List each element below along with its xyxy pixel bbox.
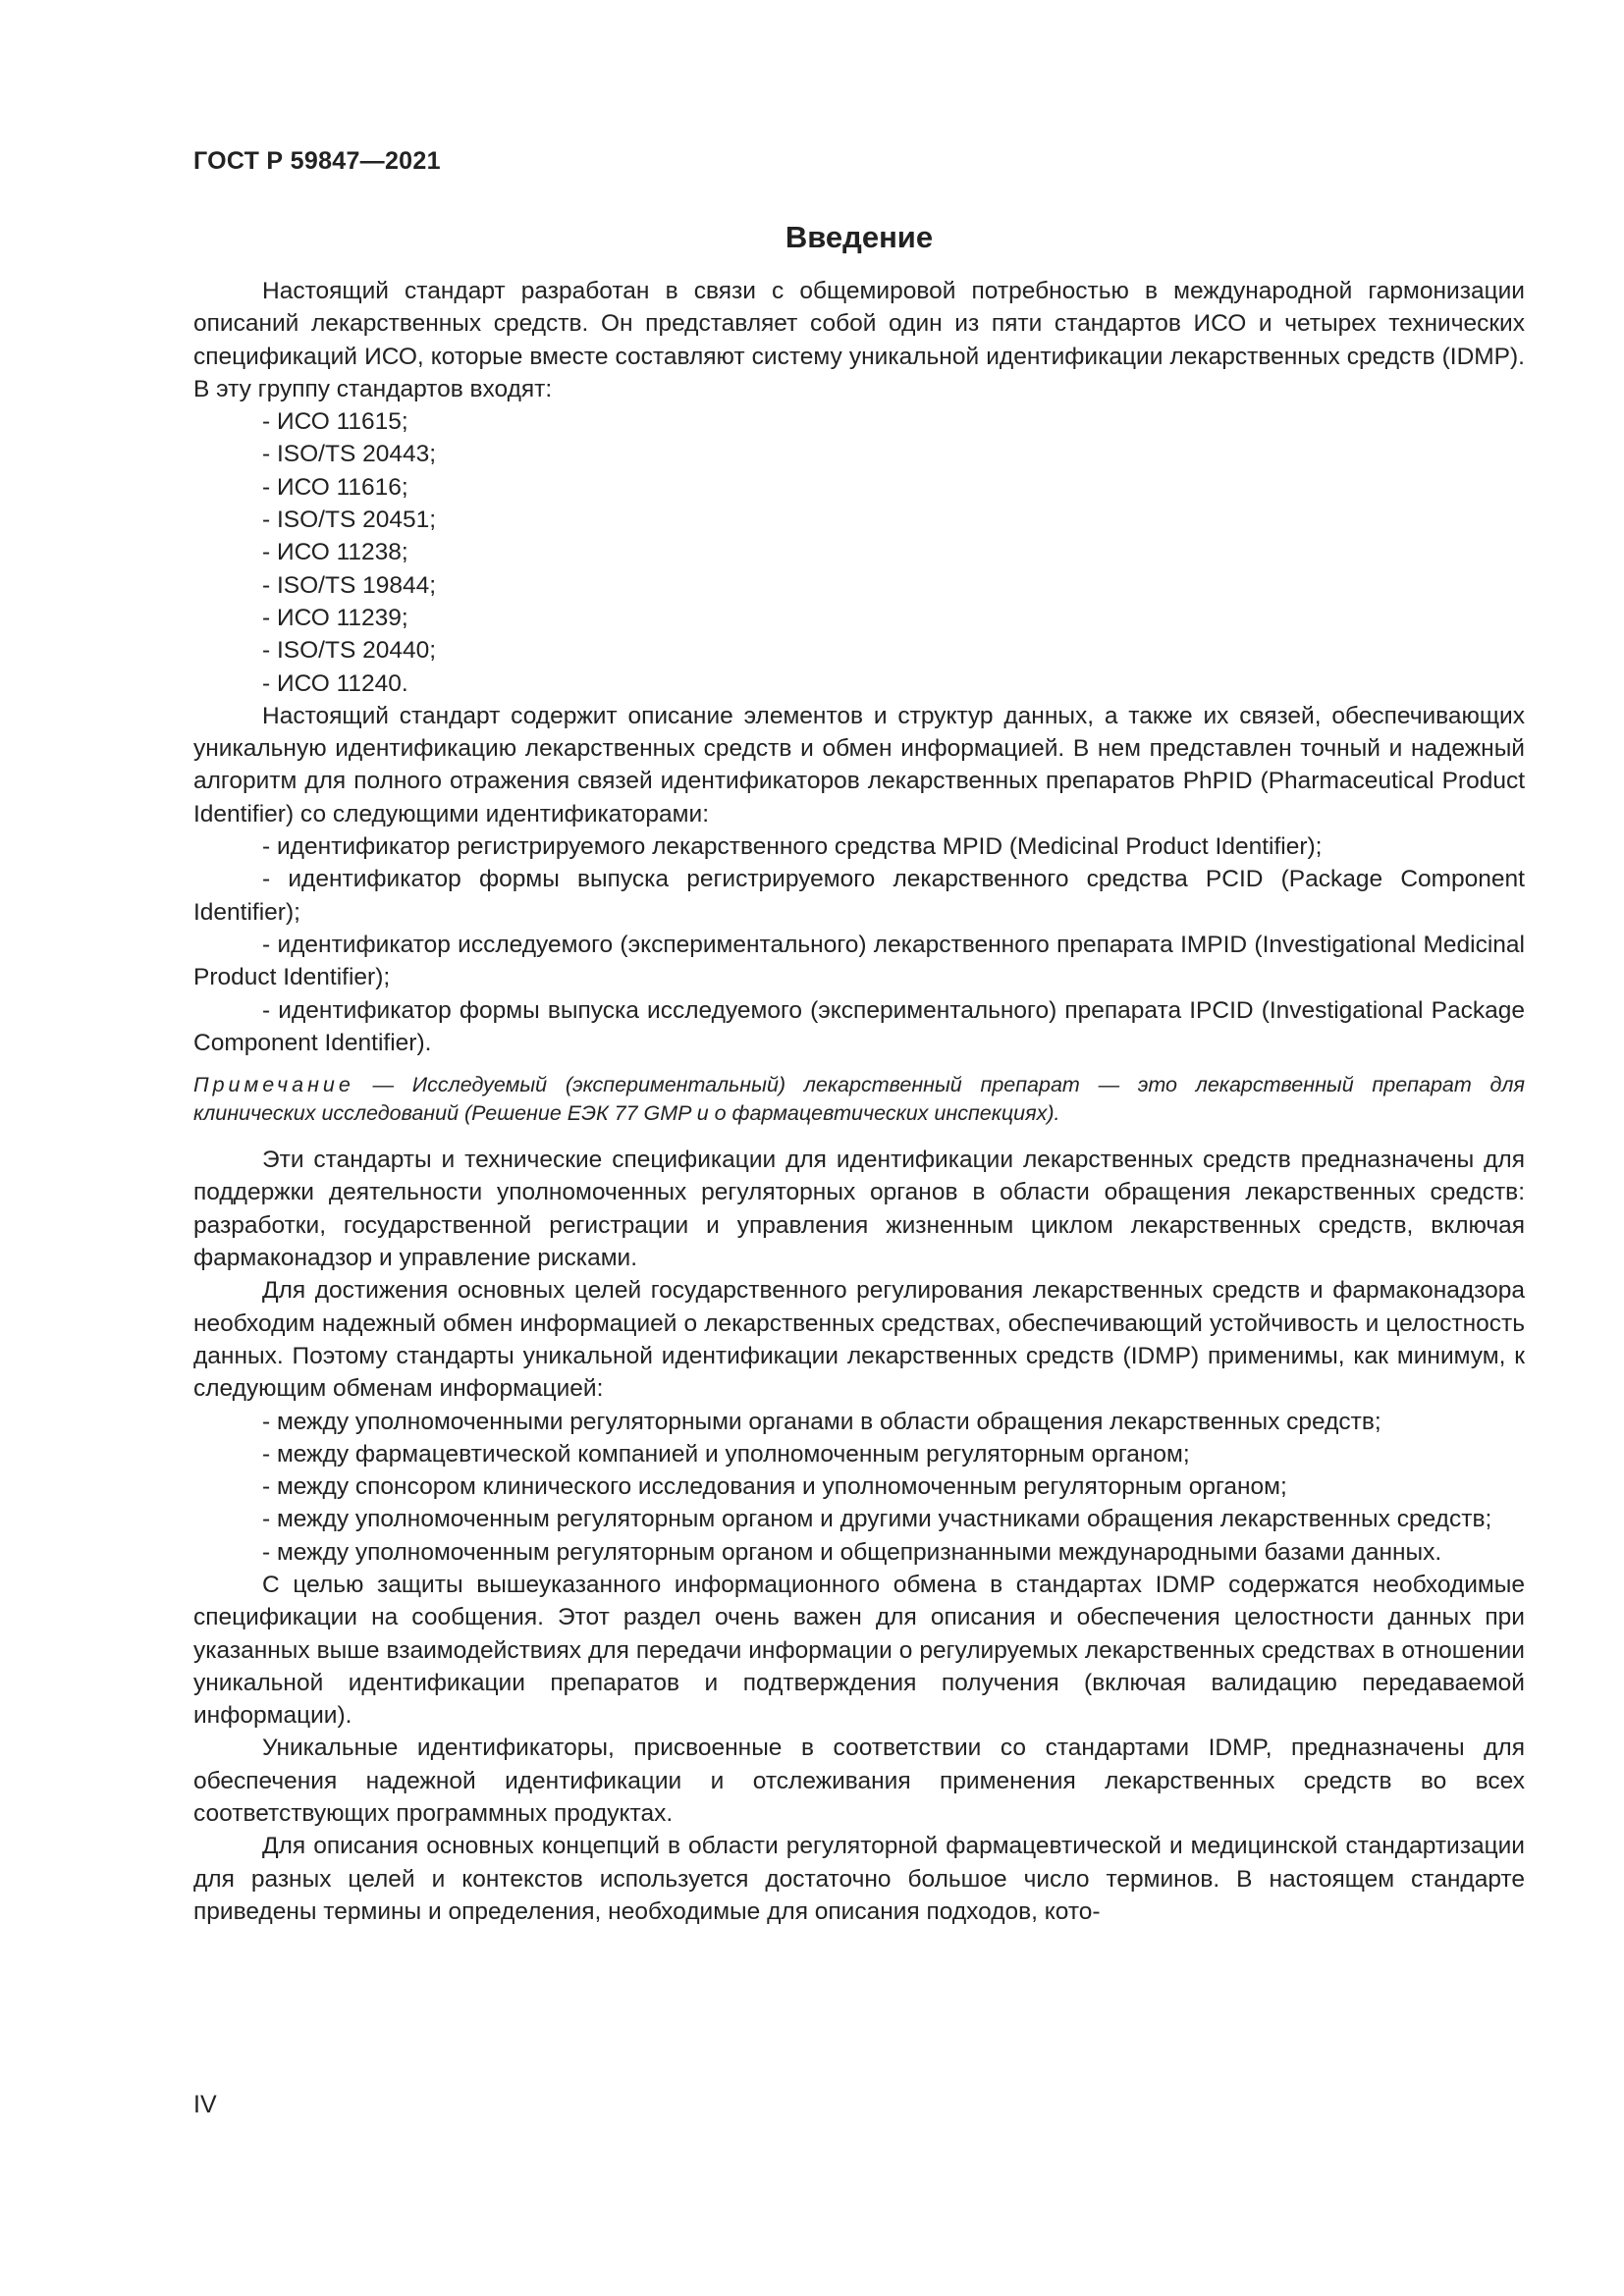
list-item: - ISO/TS 20451; [262, 507, 437, 534]
list-item: - идентификатор регистрируемого лекарственного средства MPID (Medicinal Product Identifier); [262, 833, 1323, 861]
paragraph-intro: Настоящий стандарт разработан в связи с общемировой потребностью в международной гармонизации описаний лекарственных средств. Он представляет собой один из пяти стандартов ИСО и четырех технических спецификаций ИСО, которые вместе составляют систему уникальной идентификации лекарственных средств (IDMP). В эту группу стандартов входят: [193, 278, 1525, 402]
list-item: - ИСО 11238; [262, 539, 408, 566]
list-item: - ИСО 11615; [262, 408, 408, 436]
identifiers-list [193, 830, 1525, 1059]
list-item: - между уполномоченными регуляторными органами в области обращения лекарственных средств; [262, 1408, 1381, 1435]
list-item: - ИСО 11239; [262, 604, 408, 631]
list-item: - между фармацевтической компанией и уполномоченным регуляторным органом; [262, 1440, 1190, 1468]
paragraph-terms: Для описания основных концепций в области регуляторной фармацевтической и медицинской стандартизации для разных целей и контекстов используется достаточно большое число терминов. В настоящем стандарте приведены термины и определения, необходимые для описания подходов, кото- [193, 1833, 1525, 1925]
list-item: - ISO/TS 19844; [262, 571, 437, 599]
list-item: - ИСО 11240. [262, 669, 408, 697]
list-item: - между уполномоченным регуляторным органом и другими участниками обращения лекарственных средств; [262, 1506, 1492, 1533]
note-text: — Исследуемый (экспериментальный) лекарственный препарат — это лекарственный препарат для клинических исследований (Решение ЕЭК 77 GMP и о фармацевтических инспекциях). [193, 1073, 1525, 1126]
list-item: - идентификатор формы выпуска регистрируемого лекарственного средства PCID (Package Component Identifier); [193, 866, 1525, 926]
paragraph-exchange: Для достижения основных целей государственного регулирования лекарственных средств и фармаконадзора необходим надежный обмен информацией о лекарственных средствах, обеспечивающий устойчивость и целостность данных. Поэтому стандарты уникальной идентификации лекарственных средств (IDMP) применимы, как минимум, к следующим обменам информацией: [193, 1277, 1525, 1403]
list-item: - идентификатор формы выпуска исследуемого (экспериментального) препарата IPCID (Investigational Package Component Identifier). [193, 996, 1525, 1056]
list-item: - ISO/TS 20440; [262, 637, 437, 665]
paragraph-purpose: Эти стандарты и технические спецификации для идентификации лекарственных средств предназначены для поддержки деятельности уполномоченных регуляторных органов в области обращения лекарственных средств: разработки, государственной регистрации и управления жизненным циклом лекарственных средств, включая фармаконадзор и управление рисками. [193, 1147, 1525, 1272]
document-code: ГОСТ Р 59847—2021 [193, 147, 441, 175]
note-label: Примечание [193, 1073, 354, 1097]
section-title: Введение [785, 220, 934, 254]
paragraph-structure: Настоящий стандарт содержит описание элементов и структур данных, а также их связей, обеспечивающих уникальную идентификацию лекарственных средств и обмен информацией. В нем представлен точный и надежный алгоритм для полного отражения связей идентификаторов лекарственных препаратов PhPID (Pharmaceutical Product Identifier) со следующими идентификаторами: [193, 702, 1525, 828]
page-content [193, 218, 1525, 1928]
list-item: - ISO/TS 20443; [262, 441, 437, 468]
paragraph-messages: С целью защиты вышеуказанного информационного обмена в стандартах IDMP содержатся необходимые спецификации на сообщения. Этот раздел очень важен для описания и обеспечения целостности данных при указанных выше взаимодействиях для передачи информации о регулируемых лекарственных средствах в отношении уникальной идентификации препаратов и подтверждения получения (включая валидацию передаваемой информации). [193, 1571, 1525, 1730]
standards-list [193, 405, 1525, 700]
list-item: - между уполномоченным регуляторным органом и общепризнанными международными базами данных. [262, 1538, 1442, 1566]
exchanges-list [193, 1406, 1525, 1569]
list-item: - идентификатор исследуемого (экспериментального) лекарственного препарата IMPID (Investigational Medicinal Product Identifier); [193, 931, 1525, 991]
list-item: - между спонсором клинического исследования и уполномоченным регуляторным органом; [262, 1473, 1287, 1501]
page-number: IV [193, 2091, 217, 2118]
list-item: - ИСО 11616; [262, 473, 408, 501]
paragraph-identifiers: Уникальные идентификаторы, присвоенные в соответствии со стандартами IDMP, предназначены для обеспечения надежной идентификации и отслеживания применения лекарственных средств во всех соответствующих программных продуктах. [193, 1735, 1525, 1828]
note [193, 1071, 1525, 1128]
